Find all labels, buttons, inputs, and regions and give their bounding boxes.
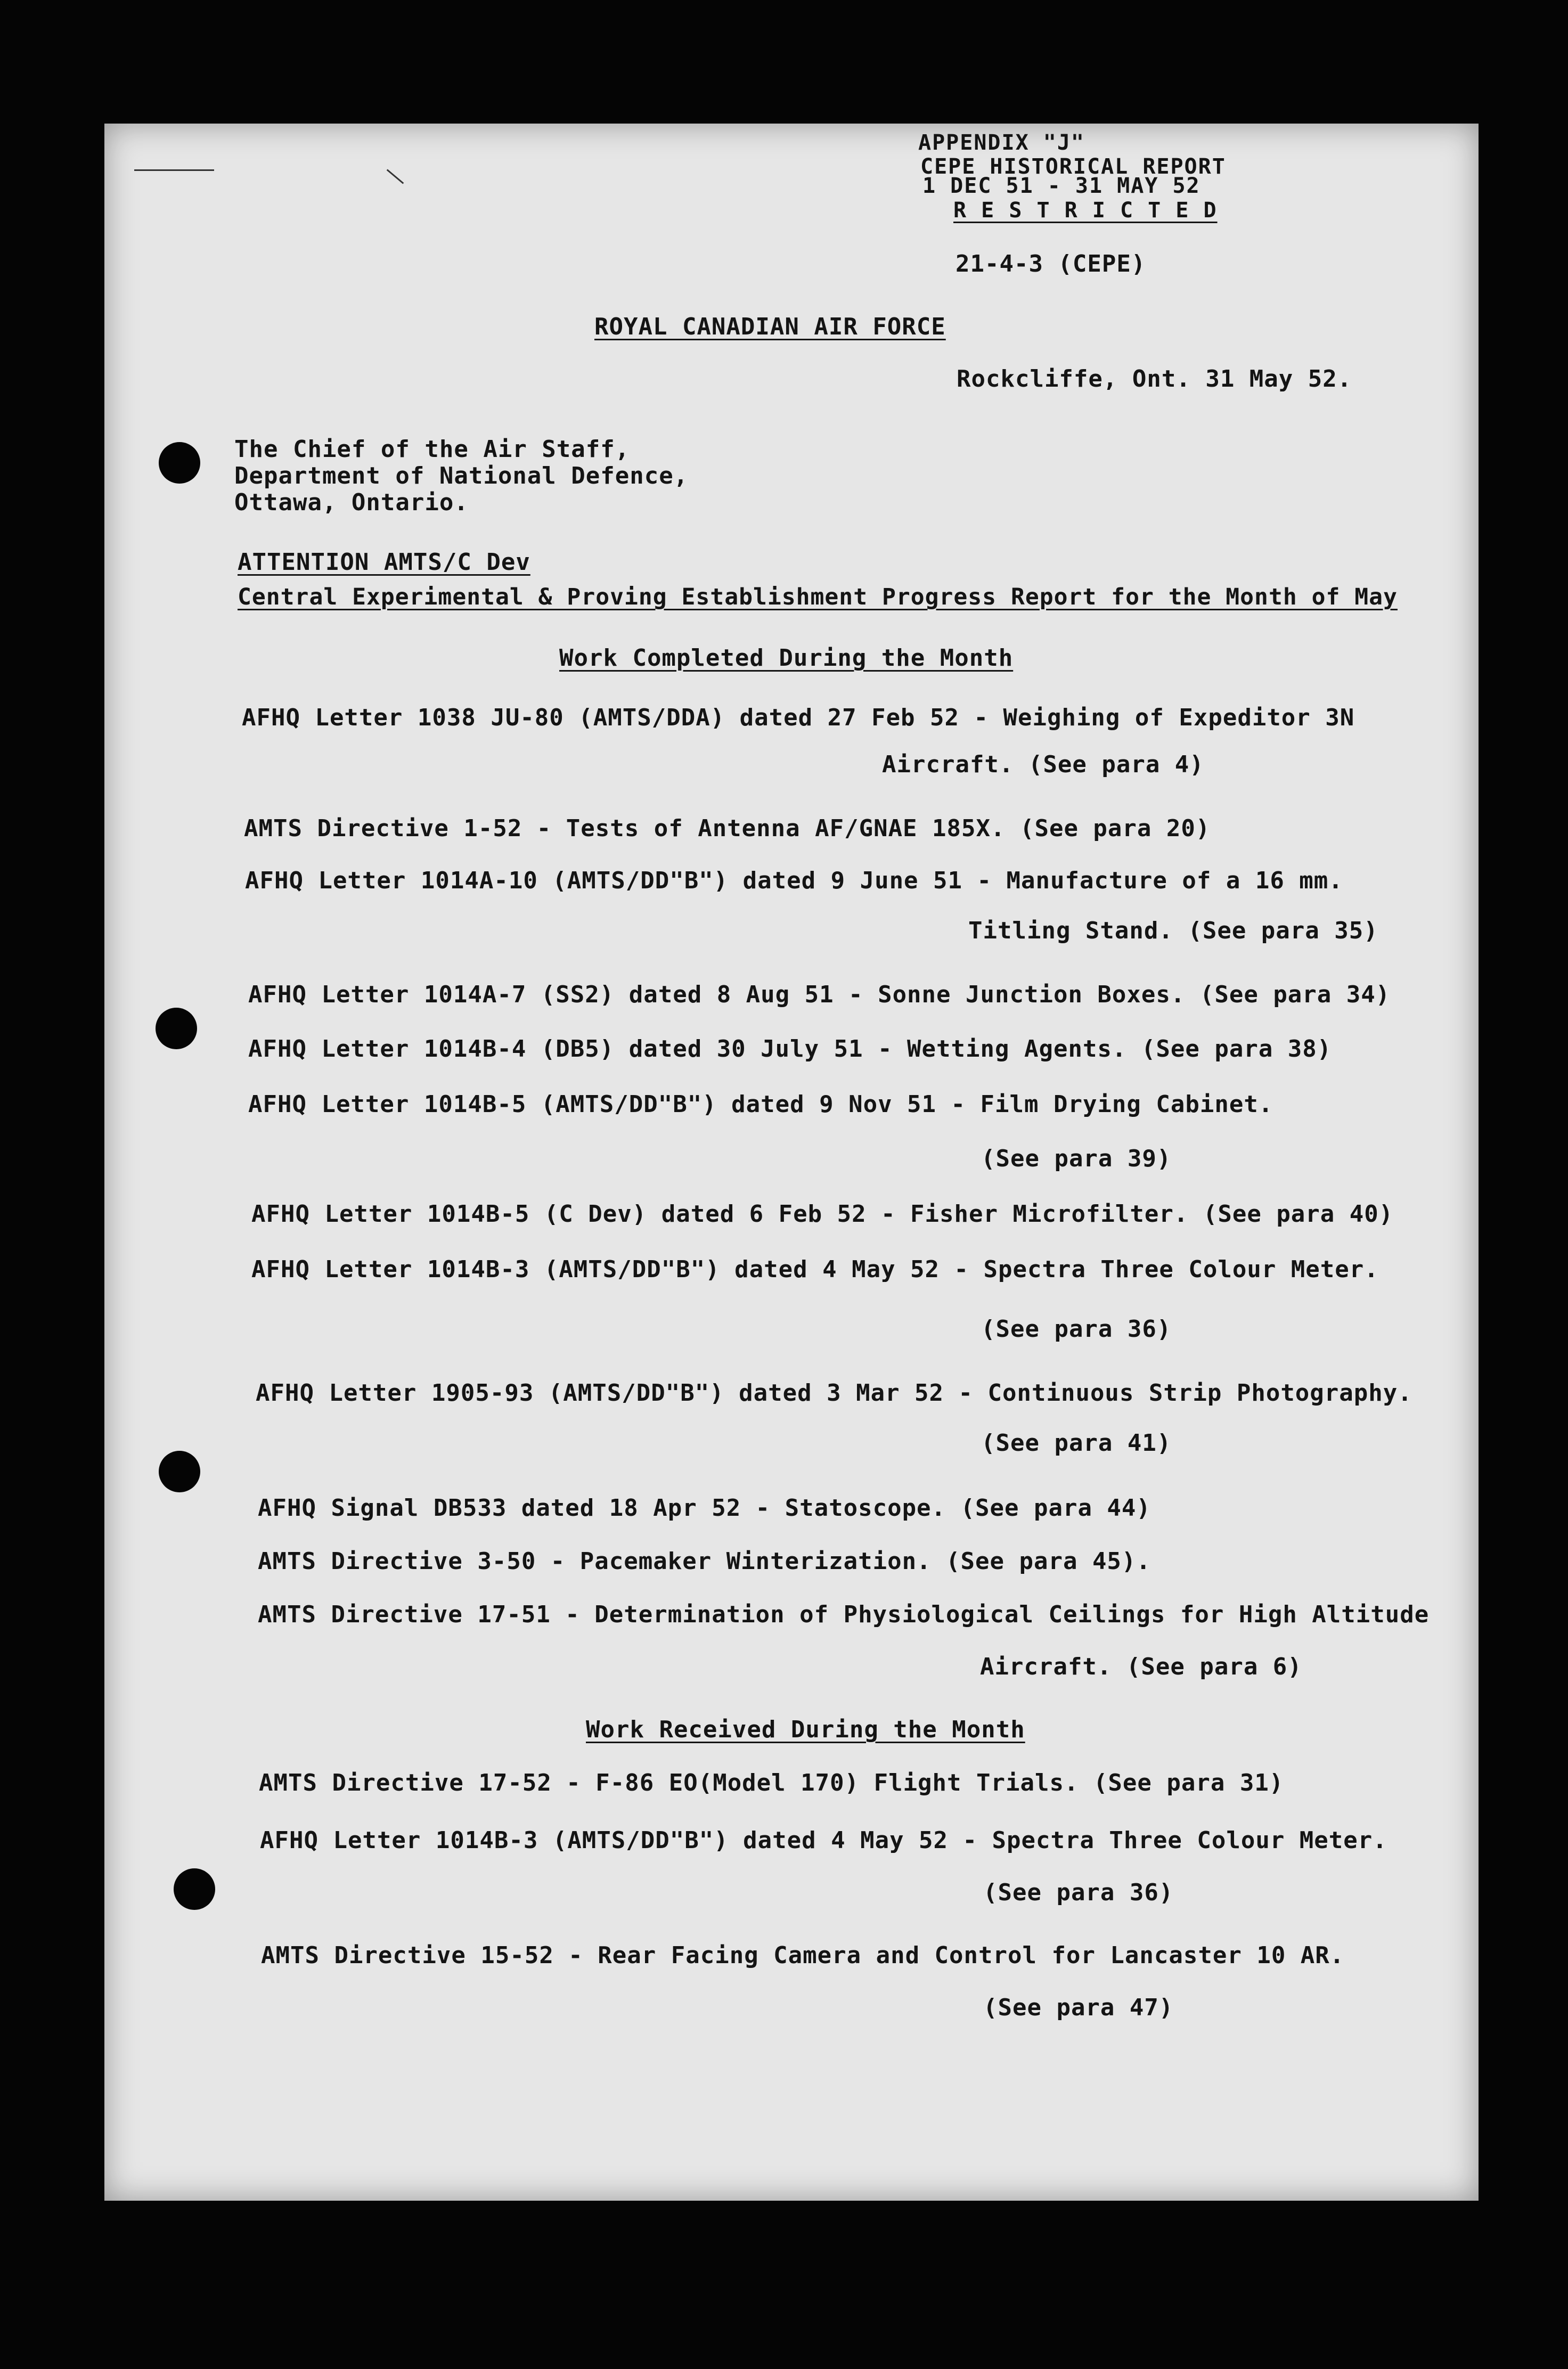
list-item: AFHQ Letter 1014A-10 (AMTS/DD"B") dated 9 June 51 - Manufacture of a 16 mm.	[245, 867, 1343, 894]
list-item: AFHQ Letter 1014B-5 (C Dev) dated 6 Feb 52 - Fisher Microfilter. (See para 40)	[251, 1200, 1394, 1228]
section-heading-completed: Work Completed During the Month	[559, 644, 1014, 672]
list-item: AFHQ Letter 1014B-3 (AMTS/DD"B") dated 4 May 52 - Spectra Three Colour Meter.	[260, 1827, 1387, 1854]
list-item: AFHQ Letter 1014A-7 (SS2) dated 8 Aug 51 - Sonne Junction Boxes. (See para 34)	[248, 981, 1391, 1008]
scratch-mark	[134, 169, 214, 171]
addressee-line-1: The Chief of the Air Staff,	[234, 436, 630, 463]
place-date: Rockcliffe, Ont. 31 May 52.	[957, 365, 1352, 393]
punch-hole	[156, 1008, 197, 1049]
document-page	[104, 124, 1479, 2201]
list-item: AMTS Directive 15-52 - Rear Facing Camera and Control for Lancaster 10 AR.	[261, 1942, 1345, 1969]
addressee-line-2: Department of National Defence,	[234, 462, 689, 489]
list-item-continuation: (See para 36)	[981, 1316, 1172, 1343]
file-reference: 21-4-3 (CEPE)	[956, 250, 1146, 277]
report-period: 1 DEC 51 - 31 MAY 52	[922, 174, 1200, 198]
punch-hole	[159, 442, 200, 484]
attention-line: ATTENTION AMTS/C Dev	[238, 549, 530, 576]
list-item-continuation: (See para 47)	[983, 1994, 1174, 2021]
list-item: AFHQ Letter 1014B-4 (DB5) dated 30 July 51 - Wetting Agents. (See para 38)	[248, 1035, 1332, 1063]
punch-hole	[174, 1868, 215, 1910]
section-heading-received: Work Received During the Month	[586, 1716, 1025, 1743]
appendix-label: APPENDIX "J"	[918, 130, 1085, 155]
list-item: AFHQ Letter 1014B-5 (AMTS/DD"B") dated 9 Nov 51 - Film Drying Cabinet.	[248, 1091, 1273, 1118]
list-item-continuation: Aircraft. (See para 4)	[882, 751, 1204, 778]
list-item: AMTS Directive 17-51 - Determination of Physiological Ceilings for High Altitude	[258, 1601, 1430, 1628]
report-title: CEPE HISTORICAL REPORT	[920, 154, 1226, 179]
list-item: AFHQ Letter 1905-93 (AMTS/DD"B") dated 3 Mar 52 - Continuous Strip Photography.	[256, 1379, 1412, 1407]
list-item-continuation: Titling Stand. (See para 35)	[968, 917, 1378, 944]
list-item-continuation: (See para 39)	[981, 1145, 1172, 1172]
list-item: AFHQ Letter 1038 JU-80 (AMTS/DDA) dated 27 Feb 52 - Weighing of Expeditor 3N	[242, 704, 1355, 731]
list-item: AFHQ Letter 1014B-3 (AMTS/DD"B") dated 4 May 52 - Spectra Three Colour Meter.	[251, 1256, 1379, 1283]
list-item-continuation: Aircraft. (See para 6)	[980, 1653, 1302, 1680]
list-item: AMTS Directive 3-50 - Pacemaker Winterization. (See para 45).	[258, 1548, 1151, 1575]
punch-hole	[159, 1451, 200, 1492]
organization-heading: ROYAL CANADIAN AIR FORCE	[594, 313, 946, 340]
list-item: AMTS Directive 1-52 - Tests of Antenna AF/GNAE 185X. (See para 20)	[244, 815, 1211, 842]
list-item-continuation: (See para 41)	[981, 1429, 1172, 1457]
addressee-line-3: Ottawa, Ontario.	[234, 489, 469, 516]
list-item: AMTS Directive 17-52 - F-86 EO(Model 170) Flight Trials. (See para 31)	[259, 1769, 1284, 1796]
list-item-continuation: (See para 36)	[983, 1879, 1174, 1906]
list-item: AFHQ Signal DB533 dated 18 Apr 52 - Statoscope. (See para 44)	[258, 1494, 1151, 1522]
subject-line: Central Experimental & Proving Establishment Progress Report for the Month of May	[238, 584, 1398, 610]
classification-stamp: R E S T R I C T E D	[953, 198, 1218, 223]
